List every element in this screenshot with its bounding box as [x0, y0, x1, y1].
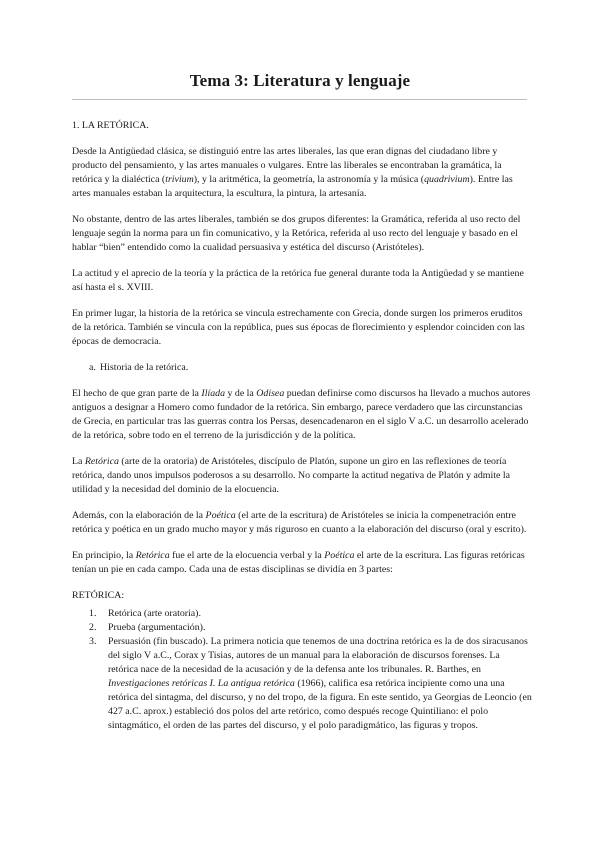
paragraph-homero	[72, 387, 532, 443]
text-run: Desde la Antigüedad clásica, se distinguió entre las artes liberales, las que eran dignas del ciudadano libre y producto del pensamiento, y las artes manuales o vulgares. Entre las liberales se encontraban la gramática, la retórica y la dialéctica (	[72, 146, 502, 185]
italic-title-investigaciones: Investigaciones retóricas I. La antigua retórica	[108, 678, 295, 689]
italic-title-poetica: Poética	[324, 550, 355, 561]
list-number: 2.	[89, 622, 97, 633]
section-heading: 1. LA RETÓRICA.	[72, 120, 149, 131]
italic-title-odisea: Odisea	[256, 388, 285, 399]
list-item-text: Prueba (argumentación).	[108, 622, 206, 633]
italic-title-iliada: Ilíada	[201, 388, 226, 399]
text-run: (arte de la oratoria) de Aristóteles, discípulo de Platón, supone un giro en las reflexiones de teoría retórica, dando unos impulsos poderosos a su desarrollo. No comparte la actitud negativa de Platón y admite la utilidad y la necesidad del dominio de la elocuencia.	[72, 456, 510, 495]
title-divider	[72, 99, 527, 100]
italic-title-poetica: Poética	[205, 510, 236, 521]
retorica-parts-list	[72, 607, 532, 733]
document-body	[72, 119, 532, 733]
text-run: fue el arte de la elocuencia verbal y la	[169, 550, 325, 561]
list-item-text: Retórica (arte oratoria).	[108, 608, 201, 619]
text-run: puedan definirse como discursos ha llevado a muchos autores antiguos a designar a Homero como fundador de la retórica. Sin embargo, parece verdadero que las circunstancias de Grecia, en particular tras las guerras contra los Persas, desencadenaron en el siglo V a.C. un desarrollo acelerado de la retórica, sobre todo en el terreno de la jurisdicción y de la política.	[72, 388, 531, 441]
subsection-marker: a.	[89, 362, 96, 373]
paragraph-aristoteles-retorica	[72, 455, 532, 497]
text-run: el arte de la escritura. Las figuras retóricas tenían un pie en cada campo. Cada una de estas disciplinas se dividía en 3 partes:	[72, 550, 525, 575]
paragraph-artes-liberales	[72, 145, 532, 201]
text-run: ), y la aritmética, la geometría, la astronomía y la música (	[193, 174, 425, 185]
list-number: 3.	[89, 636, 97, 647]
list-item	[72, 607, 532, 621]
italic-term-quadrivium: quadrivium	[424, 174, 470, 185]
text-run: En principio, la	[72, 550, 136, 561]
list-item	[72, 635, 532, 733]
paragraph-aprecio: La actitud y el aprecio de la teoría y la práctica de la retórica fue general durante toda la Antigüedad y se mantiene así hasta el s. XVIII.	[72, 268, 524, 293]
retorica-heading: RETÓRICA:	[72, 590, 125, 601]
italic-title-retorica: Retórica	[84, 456, 119, 467]
list-number: 1.	[89, 608, 97, 619]
text-run: (el arte de la escritura) de Aristóteles se inicia la compenetración entre retórica y poética en un grado mucho mayor y más riguroso en cuanto a la elaboración del discurso (oral y escrito).	[72, 510, 527, 535]
paragraph-poetica	[72, 509, 532, 537]
subsection-heading	[72, 361, 532, 375]
subsection-label: Historia de la retórica.	[100, 362, 189, 373]
text-run: El hecho de que gran parte de la	[72, 388, 202, 399]
text-run: La	[72, 456, 85, 467]
list-item	[72, 621, 532, 635]
paragraph-gramatica-retorica: No obstante, dentro de las artes liberales, también se dos grupos diferentes: la Gramática, referida al uso recto del lenguaje según la norma para un fin comunicativo, y la Retórica, referida al uso recto del lenguaje y basado en el hablar “bien” entendido como la cualidad persuasiva y estética del discurso (Aristóteles).	[72, 214, 521, 253]
text-run: (1966), califica esa retórica incipiente como una una retórica del sintagma, del discurso, y no del tropo, de la figura. En este sentido, ya Georgias de Leoncio (en 427 a.C. aprox.) estableció dos polos del arte retórico, como después recoge Quintiliano: el polo sintagmático, el orden de las partes del discurso, y el polo paradigmático, las figuras y tropos.	[108, 678, 532, 731]
italic-term-trivium: trivium	[165, 174, 194, 185]
paragraph-grecia: En primer lugar, la historia de la retórica se vincula estrechamente con Grecia, donde surgen los primeros eruditos de la retórica. También se vincula con la república, pues sus épocas de florecimiento y esplendor coinciden con las épocas de democracia.	[72, 308, 525, 347]
text-run: ). Entre las artes manuales estaban la arquitectura, la escultura, la pintura, la artesanía.	[72, 174, 513, 199]
paragraph-disciplinas	[72, 549, 532, 577]
italic-title-retorica: Retórica	[135, 550, 170, 561]
page-title: Tema 3: Literatura y lenguaje	[189, 71, 411, 90]
text-run: Además, con la elaboración de la	[72, 510, 206, 521]
list-item-text	[108, 635, 532, 733]
text-run: Persuasión (fin buscado). La primera noticia que tenemos de una doctrina retórica es la de dos siracusanos del siglo V a.C., Corax y Tisias, autores de un manual para la elaboración de discursos forenses. La retórica nace de la necesidad de la acusación y de la defensa ante los tribunales. R. Barthes, en	[108, 636, 528, 675]
text-run: y de la	[225, 388, 257, 399]
